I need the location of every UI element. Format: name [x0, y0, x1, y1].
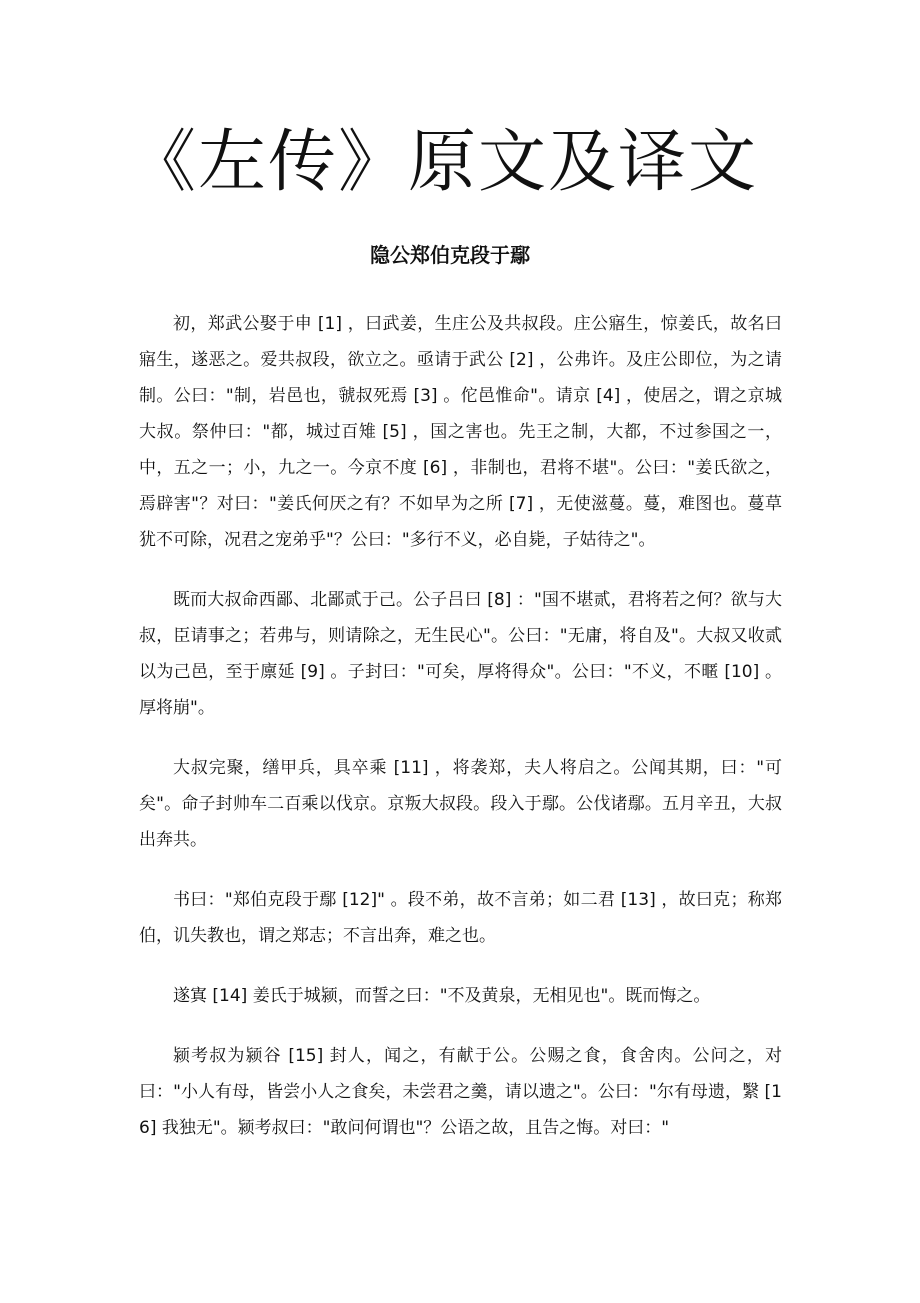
paragraph-5: 遂寘 [14] 姜氏于城颍，而誓之曰："不及黄泉，无相见也"。既而悔之。	[173, 986, 711, 1006]
paragraph-6: 颍考叔为颍谷 [15] 封人，闻之，有献于公。公赐之食，食舍肉。公问之，对曰："小人有母，皆尝小人之食矣，未尝君之羹，请以遗之"。公曰："尔有母遗，繄 [16] 我独无"。颍考叔曰："敢问何谓也"？公语之故，且告之悔。对曰："	[139, 1046, 782, 1138]
paragraph-2: 既而大叔命西鄙、北鄙贰于己。公子吕曰 [8] ："国不堪贰，君将若之何？欲与大叔，臣请事之；若弗与，则请除之，无生民心"。公曰："无庸，将自及"。大叔又收贰以为己邑，至于廪延 [9] 。子封曰："可矣，厚将得众"。公曰："不义，不暱 [10] 。厚将崩"。	[139, 590, 782, 718]
paragraph-1: 初，郑武公娶于申 [1] ，曰武姜，生庄公及共叔段。庄公寤生，惊姜氏，故名曰寤生，遂恶之。爱共叔段，欲立之。亟请于武公 [2] ，公弗许。及庄公即位，为之请制。公曰："制，岩邑也，虢叔死焉 [3] 。佗邑惟命"。请京 [4] ，使居之，谓之京城大叔。祭仲曰："都，城过百雉 [5] ，国之害也。先王之制，大都，不过参国之一，中，五之一；小，九之一。今京不度 [6] ，非制也，君将不堪"。公曰："姜氏欲之，焉辟害"？对曰："姜氏何厌之有？不如早为之所 [7] ，无使滋蔓。蔓，难图也。蔓草犹不可除，况君之宠弟乎"？公曰："多行不义，必自毙，子姑待之"。	[139, 314, 782, 550]
document-body	[139, 306, 782, 1170]
section-subtitle: 隐公郑伯克段于鄢	[370, 243, 530, 267]
document-title: 《左传》原文及译文	[127, 123, 758, 202]
paragraph-3: 大叔完聚，缮甲兵，具卒乘 [11] ，将袭郑，夫人将启之。公闻其期，曰："可矣"。命子封帅车二百乘以伐京。京叛大叔段。段入于鄢。公伐诸鄢。五月辛丑，大叔出奔共。	[139, 758, 782, 850]
paragraph-4: 书曰："郑伯克段于鄢 [12]" 。段不弟，故不言弟；如二君 [13] ，故曰克；称郑伯，讥失教也，谓之郑志；不言出奔，难之也。	[139, 890, 782, 946]
